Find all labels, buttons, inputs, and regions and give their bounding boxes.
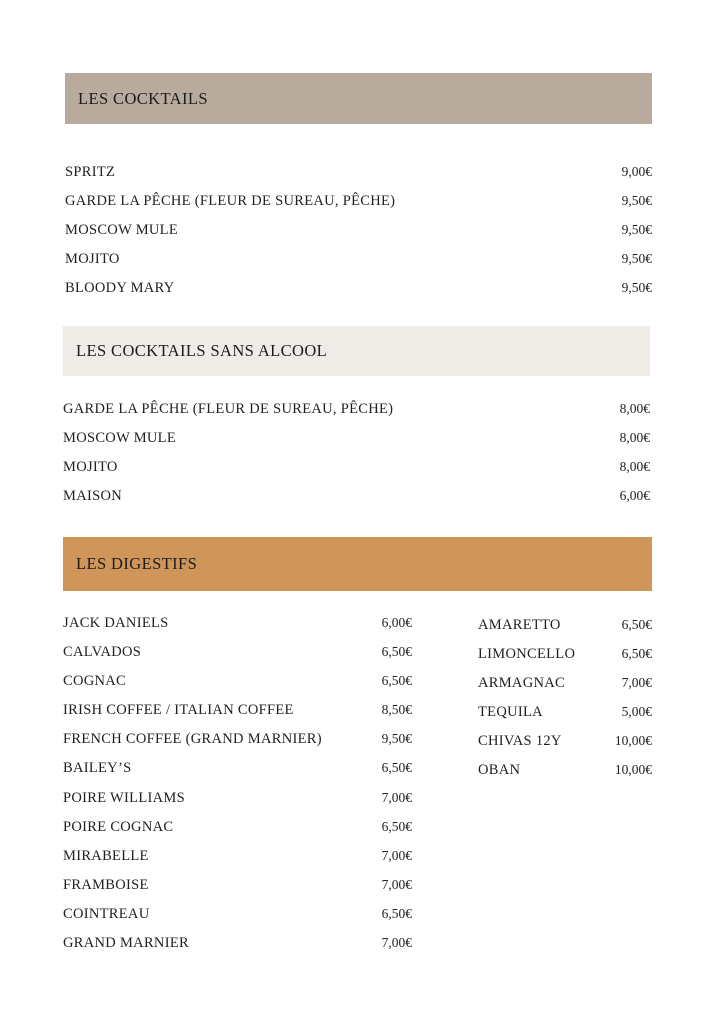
menu-item-name: MOSCOW MULE xyxy=(63,430,176,447)
menu-item-price: 10,00€ xyxy=(614,733,652,749)
menu-item-price: 6,00€ xyxy=(381,615,412,630)
digestifs-list-right xyxy=(478,615,652,790)
menu-item-name: FRENCH COFFEE (GRAND MARNIER) xyxy=(63,731,322,748)
menu-item-price: 7,00€ xyxy=(381,789,412,805)
menu-item xyxy=(63,788,412,808)
menu-item xyxy=(478,731,652,751)
menu-item-price: 9,50€ xyxy=(621,222,652,238)
menu-item xyxy=(63,671,412,691)
menu-item-name: CHIVAS 12Y xyxy=(478,733,562,750)
menu-item xyxy=(478,760,652,780)
menu-item xyxy=(63,613,412,633)
menu-item-name: GARDE LA PÊCHE (FLEUR DE SUREAU, PÊCHE) xyxy=(63,401,394,417)
menu-item-price: 6,00€ xyxy=(619,488,650,504)
menu-item-name: IRISH COFFEE / ITALIAN COFFEE xyxy=(63,702,294,719)
menu-item-name: POIRE COGNAC xyxy=(63,818,174,835)
menu-item-name: MOSCOW MULE xyxy=(65,222,178,239)
menu-item xyxy=(63,399,650,419)
menu-item-price: 8,00€ xyxy=(619,459,650,475)
menu-item xyxy=(65,162,652,182)
menu-item-price: 7,00€ xyxy=(381,935,412,951)
menu-item xyxy=(63,729,412,749)
sans-alcool-header xyxy=(63,326,650,376)
menu-item-price: 6,50€ xyxy=(381,818,412,834)
menu-item xyxy=(63,642,412,662)
menu-item-price: 6,50€ xyxy=(621,617,652,632)
menu-item-name: GARDE LA PÊCHE (FLEUR DE SUREAU, PÊCHE) xyxy=(65,193,396,210)
menu-item xyxy=(65,191,652,211)
menu-item xyxy=(63,486,650,506)
menu-item-price: 6,50€ xyxy=(381,673,412,689)
menu-item-name: SPRITZ xyxy=(65,164,116,180)
menu-item xyxy=(63,846,412,866)
menu-item xyxy=(63,817,412,837)
menu-item-price: 10,00€ xyxy=(614,762,652,778)
menu-item xyxy=(63,457,650,477)
menu-item xyxy=(63,933,412,953)
menu-item-price: 8,50€ xyxy=(381,702,412,718)
menu-item-price: 9,50€ xyxy=(621,193,652,209)
menu-item-name: CALVADOS xyxy=(63,644,142,661)
menu-item xyxy=(63,700,412,720)
menu-item-name: JACK DANIELS xyxy=(63,615,169,631)
menu-item-price: 8,00€ xyxy=(619,430,650,446)
menu-item-price: 9,00€ xyxy=(621,164,652,179)
menu-item xyxy=(63,904,412,924)
digestifs-header xyxy=(63,537,652,591)
menu-item-price: 7,00€ xyxy=(381,876,412,892)
sans-alcool-list xyxy=(63,399,650,515)
menu-item xyxy=(65,220,652,240)
menu-item-price: 9,50€ xyxy=(621,280,652,296)
menu-item xyxy=(63,875,412,895)
menu-item xyxy=(478,615,652,635)
menu-item-price: 9,50€ xyxy=(381,731,412,747)
menu-item-name: BAILEY’S xyxy=(63,760,132,777)
menu-item-price: 6,50€ xyxy=(621,646,652,662)
menu-item xyxy=(478,673,652,693)
menu-item-name: OBAN xyxy=(478,762,521,779)
menu-item xyxy=(63,758,412,778)
cocktails-header xyxy=(65,73,652,124)
menu-item-name: AMARETTO xyxy=(478,617,561,633)
menu-item-price: 8,00€ xyxy=(619,401,650,416)
menu-item-price: 9,50€ xyxy=(621,251,652,267)
menu-item-name: COGNAC xyxy=(63,673,127,690)
menu-item-name: ARMAGNAC xyxy=(478,675,565,692)
menu-item-price: 7,00€ xyxy=(381,847,412,863)
menu-item-name: MOJITO xyxy=(63,459,118,476)
menu-item xyxy=(65,249,652,269)
digestifs-list-left xyxy=(63,613,412,962)
menu-item xyxy=(65,278,652,298)
sans-alcool-title: LES COCKTAILS SANS ALCOOL xyxy=(76,341,328,360)
menu-item-name: FRAMBOISE xyxy=(63,876,149,893)
menu-item-price: 7,00€ xyxy=(621,675,652,691)
menu-item-name: LIMONCELLO xyxy=(478,646,576,663)
menu-item-name: GRAND MARNIER xyxy=(63,935,189,952)
digestifs-title: LES DIGESTIFS xyxy=(76,554,198,573)
menu-item-price: 6,50€ xyxy=(381,760,412,776)
menu-item-name: MIRABELLE xyxy=(63,847,149,864)
menu-item-price: 6,50€ xyxy=(381,644,412,660)
menu-item xyxy=(478,644,652,664)
menu-item xyxy=(478,702,652,722)
menu-item-name: POIRE WILLIAMS xyxy=(63,789,185,806)
menu-item-name: COINTREAU xyxy=(63,905,150,922)
menu-item-price: 5,00€ xyxy=(621,704,652,720)
menu-item-name: BLOODY MARY xyxy=(65,280,175,297)
menu-item xyxy=(63,428,650,448)
cocktails-list xyxy=(65,162,652,307)
menu-item-name: TEQUILA xyxy=(478,704,543,721)
menu-item-name: MOJITO xyxy=(65,251,120,268)
menu-item-name: MAISON xyxy=(63,488,122,505)
cocktails-title: LES COCKTAILS xyxy=(78,88,208,108)
menu-item-price: 6,50€ xyxy=(381,905,412,921)
